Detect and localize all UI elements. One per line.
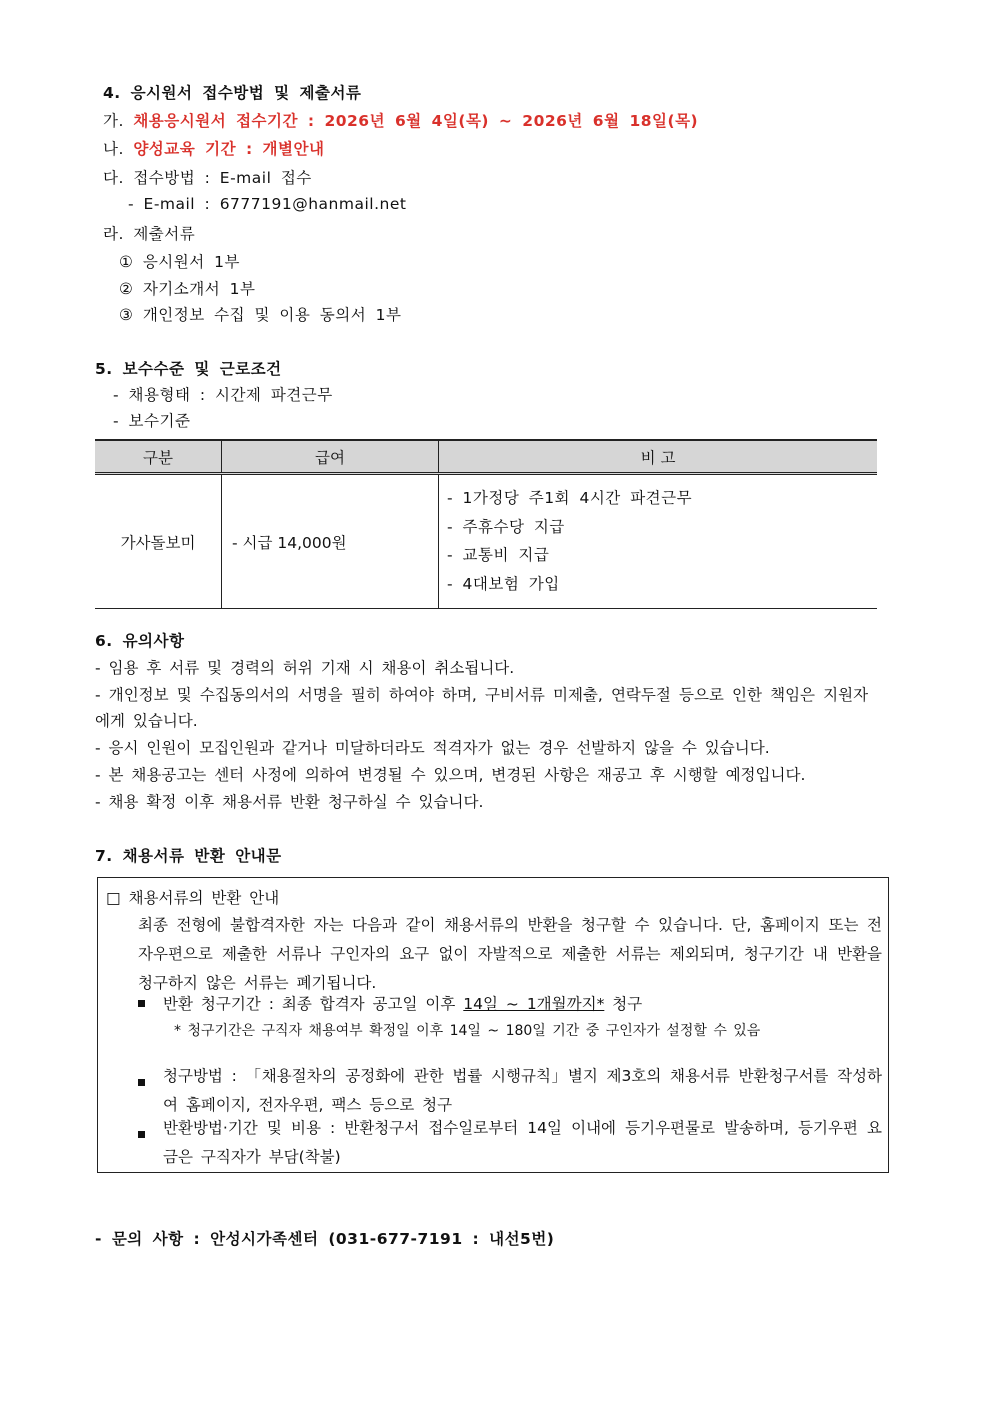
training-period-text: 양성교육 기간 : 개별안내 xyxy=(133,140,325,158)
required-doc-2: ② 자기소개서 1부 xyxy=(119,280,256,298)
box-title: □ 채용서류의 반환 안내 xyxy=(106,889,280,907)
section5-title: 5. 보수수준 및 근로조건 xyxy=(95,360,282,378)
return-method-cost: 반환방법·기간 및 비용 : 반환청구서 접수일로부터 14일 이내에 등기우편물로 발송하며, 등기우편 요금은 구직자가 부담(착불) xyxy=(163,1119,882,1166)
return-period-label: 반환 청구기간 : 최종 합격자 공고일 이후 xyxy=(163,995,464,1013)
section7-title: 7. 채용서류 반환 안내문 xyxy=(95,847,282,865)
notice-item: - 응시 인원이 모집인원과 같거나 미달하더라도 적격자가 없는 경우 선발하지 않을 수 있습니다. xyxy=(95,739,770,757)
required-doc-3: ③ 개인정보 수집 및 이용 동의서 1부 xyxy=(119,306,402,324)
notice-item: - 채용 확정 이후 채용서류 반환 청구하실 수 있습니다. xyxy=(95,793,484,811)
pay-basis: - 보수기준 xyxy=(113,412,191,430)
return-period xyxy=(163,992,642,1014)
submission-method: 다. 접수방법 : E-mail 접수 xyxy=(103,169,312,187)
remark-item: - 교통비 지급 xyxy=(447,546,550,564)
bullet-square-icon xyxy=(138,1124,145,1142)
header-category: 구분 xyxy=(95,440,222,474)
required-doc-1: ① 응시원서 1부 xyxy=(119,253,240,271)
section6-title: 6. 유의사항 xyxy=(95,632,185,650)
training-period-line xyxy=(103,137,324,159)
contact-info: - 문의 사항 : 안성시가족센터 (031-677-7191 : 내선5번) xyxy=(95,1230,555,1248)
cell-remarks xyxy=(439,474,878,609)
header-remarks: 비 고 xyxy=(439,440,878,474)
training-period-prefix: 나. xyxy=(103,140,134,158)
cell-category: 가사돌보미 xyxy=(95,474,222,609)
pay-table xyxy=(95,439,877,609)
email-address: - E-mail : 6777191@hanmail.net xyxy=(128,195,407,213)
notice-item: - 임용 후 서류 및 경력의 허위 기재 시 채용이 취소됩니다. xyxy=(95,659,515,677)
document-return-box xyxy=(97,877,889,1173)
notice-item: - 개인정보 및 수집동의서의 서명을 필히 하여야 하며, 구비서류 미제출, 연락두절 등으로 인한 책임은 지원자 xyxy=(95,686,869,704)
notice-item-continued: 에게 있습니다. xyxy=(95,712,198,730)
return-intro: 최종 전형에 불합격자한 자는 다음과 같이 채용서류의 반환을 청구할 수 있습니다. 단, 홈페이지 또는 전자우편으로 제출한 서류나 구인자의 요구 없이 자발적으로 제출한 서류는 제외되며, 청구기간 내 반환을 청구하지 않은 서류는 폐기됩니다. xyxy=(138,916,882,992)
notice-item: - 본 채용공고는 센터 사정에 의하여 변경될 수 있으며, 변경된 사항은 재공고 후 시행할 예정입니다. xyxy=(95,766,806,784)
application-period-text: 채용응시원서 접수기간 : 2026년 6월 4일(목) ~ 2026년 6월 18일(목) xyxy=(133,112,699,130)
return-period-suffix: 청구 xyxy=(604,995,643,1013)
application-period-line xyxy=(103,109,698,131)
header-pay: 급여 xyxy=(222,440,439,474)
required-docs-heading: 라. 제출서류 xyxy=(103,225,196,243)
section4-title: 4. 응시원서 접수방법 및 제출서류 xyxy=(103,84,362,102)
remark-item: - 4대보험 가입 xyxy=(447,574,560,593)
remark-item: - 1가정당 주1회 4시간 파견근무 xyxy=(447,489,693,507)
pay-table-row xyxy=(95,474,877,609)
pay-table-header-row xyxy=(95,440,877,474)
bullet-square-icon xyxy=(138,993,145,1011)
bullet-square-icon xyxy=(138,1072,145,1090)
return-period-note: * 청구기간은 구직자 채용여부 확정일 이후 14일 ~ 180일 기간 중 구인자가 설정할 수 있음 xyxy=(174,1023,761,1039)
return-period-range: 14일 ~ 1개월까지* xyxy=(463,995,605,1013)
return-request-method: 청구방법 : 「채용절차의 공정화에 관한 법률 시행규칙」별지 제3호의 채용서류 반환청구서를 작성하여 홈페이지, 전자우편, 팩스 등으로 청구 xyxy=(163,1067,882,1114)
cell-pay: - 시급 14,000원 xyxy=(222,474,439,609)
employment-type: - 채용형태 : 시간제 파견근무 xyxy=(113,386,333,404)
application-period-prefix: 가. xyxy=(103,112,134,130)
remark-item: - 주휴수당 지급 xyxy=(447,517,565,536)
